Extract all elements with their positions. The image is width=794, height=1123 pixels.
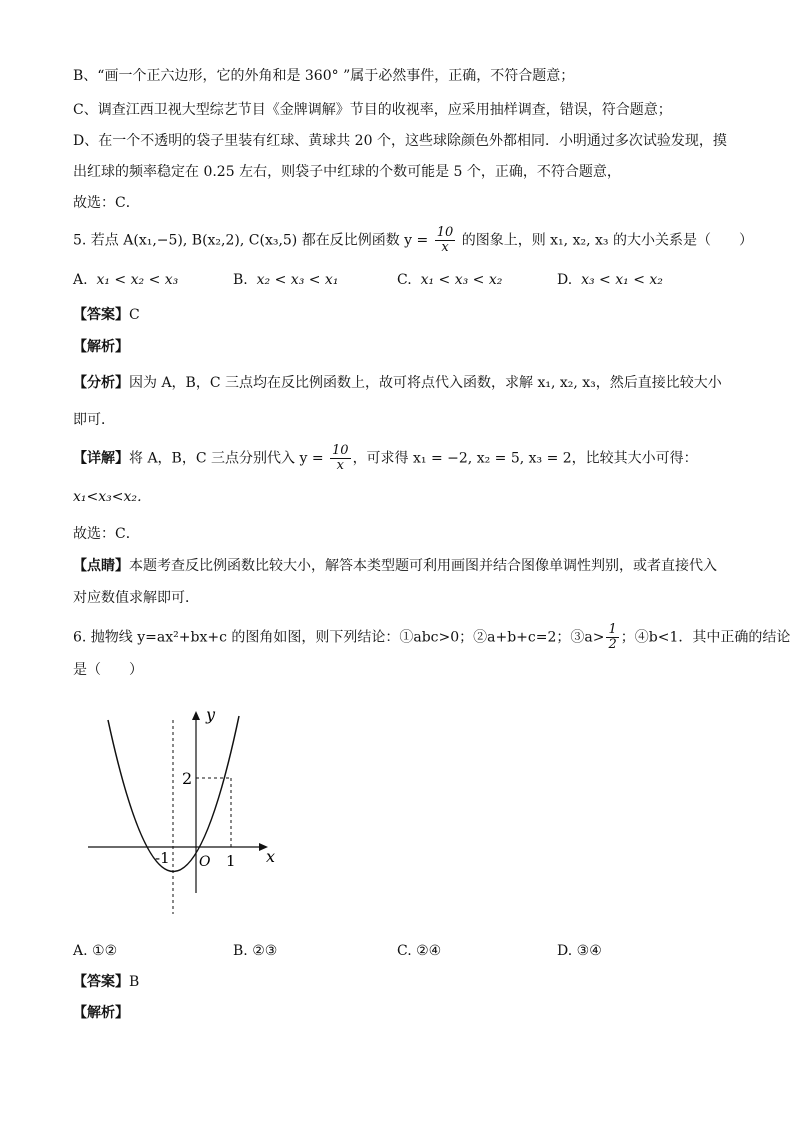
q6-option-a-label: A. (73, 943, 88, 959)
option-d-explanation-line1: D、在一个不透明的袋子里装有红球、黄球共 20 个，这些球除颜色外都相同．小明通过多次试验发现，摸 (73, 133, 727, 149)
q5-answer (73, 305, 140, 325)
q5-stem-post: 的图象上，则 x₁, x₂, x₃ 的大小关系是（ ） (457, 232, 753, 249)
q6-option-b (233, 941, 277, 961)
q6-option-a (73, 941, 117, 961)
choose-answer-4: 故选：C． (73, 195, 140, 211)
q6-fraction (606, 623, 618, 652)
q5-xiangjie (73, 444, 698, 473)
q6-option-c (397, 941, 441, 961)
label-2: 2 (182, 769, 193, 788)
q5-xiangjie-post: ，可求得 x₁ = −2, x₂ = 5, x₃ = 2，比较其大小可得： (352, 450, 698, 467)
q6-option-d-text: ③④ (576, 943, 602, 959)
q5-answer-tag: 【答案】 (73, 307, 129, 323)
question-6-stem (73, 623, 790, 652)
y-axis-label: y (206, 705, 216, 724)
q5-dianjing-line2: 对应数值求解即可． (73, 590, 199, 606)
q5-xiangjie-tag: 【详解】 (73, 450, 129, 467)
q6-answer-value: B (129, 974, 140, 990)
q5-xiangjie-frac-den: x (336, 458, 344, 473)
q5-option-c-label: C. (397, 272, 412, 288)
q5-fenxi-line2: 即可． (73, 412, 115, 428)
q5-option-c-text: x₁ < x₃ < x₂ (420, 272, 503, 288)
q5-option-d-text: x₃ < x₁ < x₂ (581, 272, 663, 288)
q5-xiangjie-frac-num: 10 (332, 443, 349, 458)
q6-option-d (557, 941, 602, 961)
q5-fraction (435, 226, 456, 255)
q5-dianjing-text: 本题考查反比例函数比较大小，解答本类型题可利用画图并结合图像单调性判别，或者直接代入 (129, 558, 717, 574)
q5-option-b-text: x₂ < x₃ < x₁ (256, 272, 339, 288)
q5-xiangjie-pre: 将 A，B，C 三点分别代入 y = (129, 450, 329, 467)
q5-frac-num: 10 (436, 225, 454, 240)
q5-fenxi-text: 因为 A，B，C 三点均在反比例函数上，故可将点代入函数，求解 x₁, x₂, x₃，然后直接比较大小 (129, 375, 722, 391)
q5-dianjing (73, 556, 717, 576)
q5-option-d (557, 270, 663, 290)
q5-option-b (233, 270, 338, 290)
q6-answer (73, 972, 139, 992)
q5-option-a (73, 270, 178, 290)
q5-analysis-tag: 【解析】 (73, 339, 129, 355)
q6-frac-den: 2 (608, 637, 617, 652)
q6-stem-post: ；④b<1．其中正确的结论 (620, 629, 791, 646)
q5-option-d-label: D. (557, 272, 573, 288)
y-axis-arrow (192, 711, 200, 720)
option-d-explanation-line2: 出红球的频率稳定在 0.25 左右，则袋子中红球的个数可能是 5 个，正确，不符合题意， (73, 164, 621, 180)
q5-option-a-text: x₁ < x₂ < x₃ (96, 272, 179, 288)
q6-option-c-text: ②④ (416, 943, 442, 959)
option-b-explanation: B、“画一个正六边形，它的外角和是 360° ”属于必然事件，正确，不符合题意； (73, 68, 575, 84)
q5-result: x₁<x₃<x₂． (73, 489, 151, 505)
parabola-graph (80, 700, 300, 920)
q6-option-c-label: C. (397, 943, 412, 959)
option-c-explanation: C、调查江西卫视大型综艺节目《金牌调解》节目的收视率，应采用抽样调查，错误，符合题意； (73, 102, 672, 118)
q6-answer-tag: 【答案】 (73, 974, 129, 990)
q5-option-c (397, 270, 502, 290)
q6-option-b-text: ②③ (252, 943, 278, 959)
q6-stem-pre: 6. 抛物线 y=ax²+bx+c 的图角如图，则下列结论：①abc>0；②a+b+c=2；③a> (73, 629, 605, 646)
q6-option-b-label: B. (233, 943, 248, 959)
q5-fenxi (73, 373, 722, 393)
x-axis-label: x (266, 847, 276, 866)
q6-frac-num: 1 (608, 622, 617, 637)
label-neg1: -1 (155, 849, 170, 867)
question-5-stem (73, 226, 753, 255)
q5-dianjing-tag: 【点睛】 (73, 558, 129, 574)
q5-frac-den: x (441, 240, 449, 255)
q5-stem-pre: 5. 若点 A(x₁,−5), B(x₂,2), C(x₃,5) 都在反比例函数 y = (73, 232, 433, 249)
label-1: 1 (226, 852, 236, 870)
q5-choose: 故选：C． (73, 526, 140, 542)
q5-option-b-label: B. (233, 272, 248, 288)
q5-option-a-label: A. (73, 272, 88, 288)
q6-option-d-label: D. (557, 943, 573, 959)
q5-answer-value: C (129, 307, 140, 323)
label-origin: O (199, 854, 211, 870)
q6-analysis-tag: 【解析】 (73, 1005, 129, 1021)
q5-fenxi-tag: 【分析】 (73, 375, 129, 391)
q6-option-a-text: ①② (92, 943, 118, 959)
q5-xiangjie-fraction (330, 444, 351, 473)
q6-stem-line2: 是（ ） (73, 662, 143, 678)
